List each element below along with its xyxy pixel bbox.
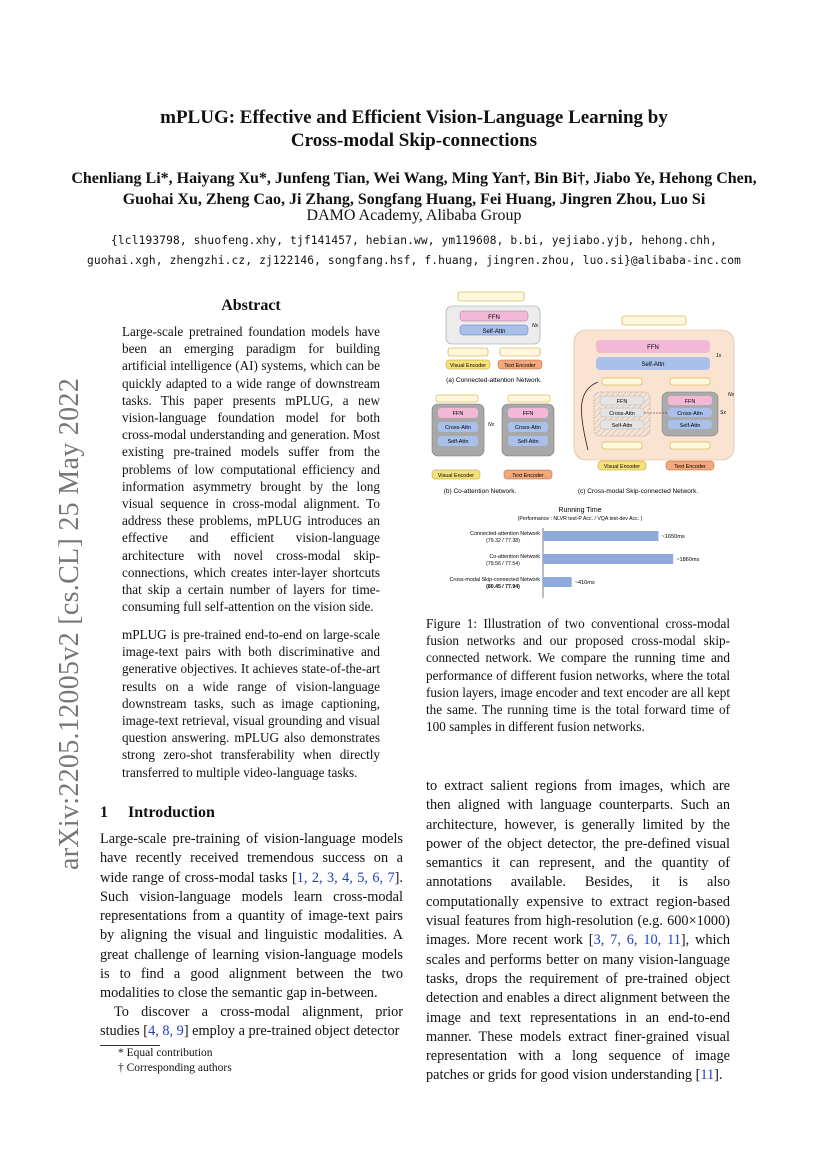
svg-text:FFN: FFN bbox=[616, 399, 628, 405]
chart-subtitle: (Performance : NLVR test-P Acc. / VQA test-dev Acc. ) bbox=[517, 516, 643, 522]
footnote-corresponding: † Corresponding authors bbox=[118, 1062, 232, 1074]
running-time-chart bbox=[450, 507, 700, 598]
svg-text:Text Encoder: Text Encoder bbox=[512, 473, 544, 479]
section-number: 1 bbox=[100, 804, 108, 821]
diagram-connected-attention bbox=[446, 292, 542, 384]
svg-text:Nx: Nx bbox=[728, 392, 735, 398]
abstract-paragraph-2: mPLUG is pre-trained end-to-end on large-scale image-text pairs with both discriminative and generative objectives. It achieves state-of-the-art results on a wide range of vision-language downstream tasks, such as image captioning, image-text retrieval, visual grounding and visual question answering. mPLUG also demonstrates strong zero-shot transferability when directly transferred to multiple video-language tasks. bbox=[122, 627, 380, 780]
citation-link[interactable]: 4, 8, 9 bbox=[148, 1023, 184, 1040]
token-row bbox=[670, 378, 710, 385]
chart-title: Running Time bbox=[558, 507, 602, 514]
svg-text:Visual Encoder: Visual Encoder bbox=[449, 363, 487, 369]
footnote-equal-contribution: * Equal contribution bbox=[118, 1047, 213, 1059]
token-row bbox=[602, 378, 642, 385]
value-label: ~1860ms bbox=[676, 557, 700, 563]
token-row bbox=[436, 395, 478, 402]
token-row bbox=[508, 395, 550, 402]
bar-2 bbox=[543, 577, 572, 587]
svg-text:Text Encoder: Text Encoder bbox=[674, 464, 706, 470]
value-label: ~1650ms bbox=[661, 534, 685, 540]
token-row bbox=[602, 442, 642, 449]
svg-text:Nx: Nx bbox=[488, 422, 495, 428]
category-label: Connected-attention Network bbox=[470, 531, 540, 537]
value-label: ~410ms bbox=[574, 580, 595, 586]
citation-link[interactable]: 11 bbox=[700, 1067, 715, 1084]
citation-link[interactable]: 1, 2, 3, 4, 5, 6, 7 bbox=[296, 869, 395, 886]
svg-text:Text Encoder: Text Encoder bbox=[504, 363, 536, 369]
category-score: (79.56 / 77.54) bbox=[486, 561, 520, 567]
token-row bbox=[670, 442, 710, 449]
category-score: (80.45 / 77.94) bbox=[486, 584, 520, 590]
token-row bbox=[500, 348, 540, 356]
paper-title: mPLUG: Effective and Efficient Vision-Language Learning by Cross-modal Skip-connections bbox=[160, 107, 668, 151]
intro-paragraph-right: to extract salient regions from images, which are then aligned with language counterparts. Such an architecture, however, is generally limited by the power of the object detector, the pre-defined visual semantics it can represent, and the quantity of annotations available. Besides, it is also computationally expensive to extract region-based visual features from high-resolution (e.g. 600×1000) images. More recent work [3, 7, 6, 10, 11], which scales and performs better on many vision-language tasks, drops the requirement of pre-trained object detection and enables a direct alignment between the image and text representations in an end-to-end manner. These models extract finer-grained visual representation with a long sequence of image patches or grids for good vision understanding [11]. bbox=[426, 778, 730, 1084]
svg-text:Cross-Attn: Cross-Attn bbox=[445, 425, 471, 431]
affiliation: DAMO Academy, Alibaba Group bbox=[306, 207, 522, 224]
category-label: Co-attention Network bbox=[489, 554, 540, 560]
token-row bbox=[622, 316, 686, 325]
figure-1 bbox=[428, 290, 738, 602]
citation-link[interactable]: 3, 7, 6, 10, 11 bbox=[593, 932, 681, 949]
svg-text:Nx: Nx bbox=[532, 323, 539, 329]
author-list: Chenliang Li*, Haiyang Xu*, Junfeng Tian, Wei Wang, Ming Yan†, Bin Bi†, Jiabo Ye, Hehong Chen, Guohai Xu, Zheng Cao, Ji Zhang, Songfang Huang, Fei Huang, Jingren Zhou, Luo Si bbox=[71, 170, 757, 208]
svg-text:Cross-Attn: Cross-Attn bbox=[677, 411, 703, 417]
svg-text:Self-Attn: Self-Attn bbox=[611, 423, 633, 429]
abstract-paragraph-1: Large-scale pretrained foundation models have been an emerging paradigm for building artificial intelligence (AI) systems, which can be quickly adapted to a wide range of downstream tasks. This paper presents mPLUG, a new vision-language foundation model for both cross-modal understanding and generation. Most existing pre-trained models suffer from the problems of low computational efficiency and information asymmetry brought by the long visual sequence in cross-modal alignment. To address these problems, mPLUG introduces an effective and efficient vision-language architecture with novel cross-modal skip-connections, which creates inter-layer shortcuts that skip a certain number of layers for time-consuming full self-attention on the vision side. bbox=[122, 324, 380, 615]
svg-text:Self-Attn: Self-Attn bbox=[447, 439, 469, 445]
abstract-heading: Abstract bbox=[221, 297, 281, 314]
ffn-label: FFN bbox=[488, 315, 500, 321]
selfattn-label: Self-Attn bbox=[482, 329, 506, 335]
token-row bbox=[448, 348, 488, 356]
svg-text:Self-Attn: Self-Attn bbox=[641, 362, 665, 368]
category-score: (79.32 / 77.38) bbox=[486, 538, 520, 544]
svg-text:FFN: FFN bbox=[522, 411, 534, 417]
svg-text:Cross-Attn: Cross-Attn bbox=[515, 425, 541, 431]
caption-a: (a) Connected-attention Network. bbox=[446, 377, 542, 384]
figure-caption: Figure 1: Illustration of two conventional cross-modal fusion networks and our proposed cross-modal skip-connected network. We compare the running time and performance of different fusion networks, where the total fusion layers, image encoder and text encoder are all kept the same. The running time is the total forward time of 100 samples in different fusion networks. bbox=[426, 616, 730, 735]
svg-text:FFN: FFN bbox=[452, 411, 464, 417]
svg-text:Visual Encoder: Visual Encoder bbox=[437, 473, 475, 479]
category-label: Cross-modal Skip-connected Network bbox=[449, 577, 540, 583]
arxiv-identifier: arXiv:2205.12005v2 [cs.CL] 25 May 2022 bbox=[54, 377, 85, 870]
intro-paragraph-1: Large-scale pre-training of vision-language models have recently received tremendous success on a wide range of cross-modal tasks [1, 2, 3, 4, 5, 6, 7]. Such vision-language models learn cross-modal representations from a quantity of image-text pairs by aligning the visual and linguistic modalities. A great challenge of learning vision-language models is to find a good alignment between the two modalities to close the semantic gap in-between. bbox=[100, 831, 403, 1002]
intro-paragraph-2: To discover a cross-modal alignment, prior studies [4, 8, 9] employ a pre-trained object detector bbox=[100, 1004, 403, 1040]
section-heading bbox=[100, 804, 215, 822]
svg-text:Cross-Attn: Cross-Attn bbox=[609, 411, 635, 417]
svg-text:FFN: FFN bbox=[684, 399, 696, 405]
token-row bbox=[458, 292, 524, 301]
svg-text:FFN: FFN bbox=[647, 345, 659, 351]
bar-0 bbox=[543, 531, 659, 541]
svg-text:Sx: Sx bbox=[720, 410, 726, 416]
section-title: Introduction bbox=[128, 804, 215, 821]
diagram-co-attention bbox=[432, 395, 554, 495]
author-emails: {lcl193798, shuofeng.xhy, tjf141457, hebian.ww, ym119608, b.bi, yejiabo.yjb, hehong.chh, guohai.xgh, zhengzhi.cz, zj122146, songfang.hsf, f.huang, jingren.zhou, luo.si}@alibaba-inc.com bbox=[86, 234, 742, 267]
diagram-skip-connected bbox=[574, 316, 735, 495]
bar-1 bbox=[543, 554, 673, 564]
svg-text:1x: 1x bbox=[716, 353, 722, 359]
svg-text:Visual Encoder: Visual Encoder bbox=[603, 464, 641, 470]
svg-text:Self-Attn: Self-Attn bbox=[679, 423, 701, 429]
arxiv-stamp bbox=[14, 300, 85, 870]
caption-b: (b) Co-attention Network. bbox=[443, 488, 517, 495]
svg-text:Self-Attn: Self-Attn bbox=[517, 439, 539, 445]
caption-c: (c) Cross-modal Skip-connected Network. bbox=[577, 488, 699, 495]
